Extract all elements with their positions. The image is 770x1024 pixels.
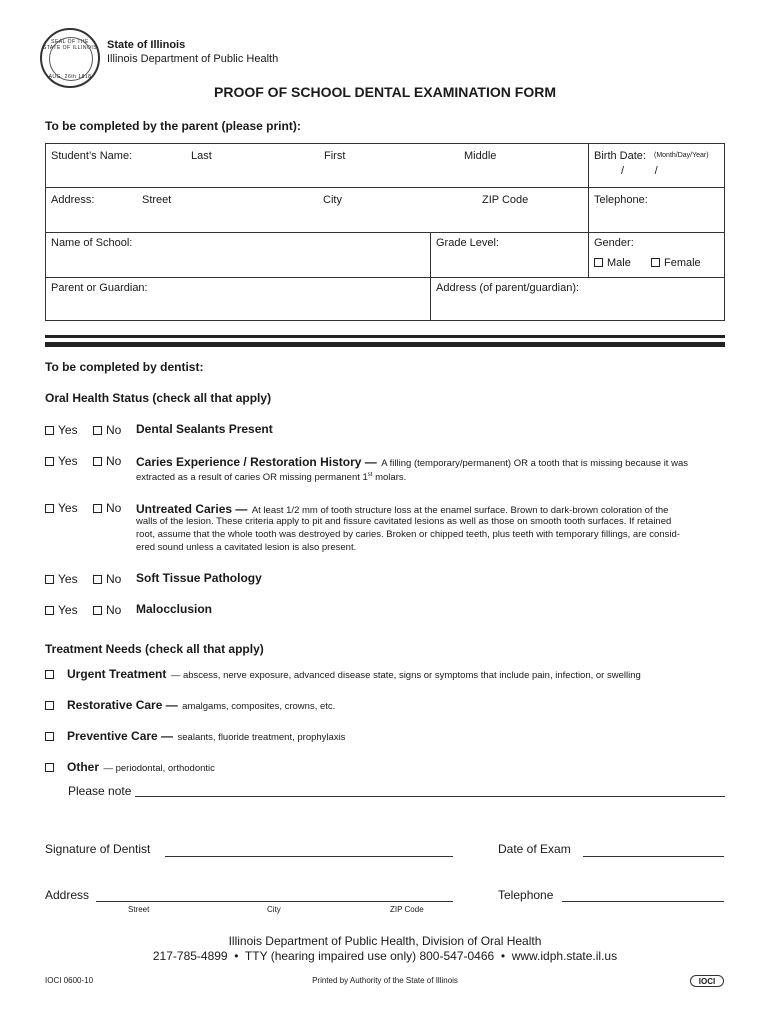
caries-exp-no-option[interactable]: No (93, 454, 121, 468)
untreated-line2: walls of the lesion. These criteria apply to pit and fissure cavitated lesions as well as those on smooth tooth surfaces. If retained (136, 516, 672, 527)
footer-division: Illinois Department of Public Health, Division of Oral Health (228, 934, 542, 948)
soft-tissue-no-option[interactable]: No (93, 572, 121, 586)
birth-date-slashes: / / (621, 165, 658, 177)
date-of-exam-label: Date of Exam (498, 842, 571, 856)
students-name-label: Student’s Name: (51, 150, 133, 162)
malocclusion-no-checkbox[interactable] (93, 606, 102, 615)
please-note-label: Please note (68, 784, 132, 798)
caries-exp-no-checkbox[interactable] (93, 457, 102, 466)
other-treatment-checkbox[interactable] (45, 763, 54, 772)
dentist-telephone-label: Telephone (498, 888, 554, 902)
caries-exp-line1: Caries Experience / Restoration History — A filling (temporary/permanent) OR a tooth that is missing because it was (136, 455, 688, 469)
preventive-care-checkbox[interactable] (45, 732, 54, 741)
untreated-yes-option[interactable]: Yes (45, 501, 78, 515)
sealants-no-checkbox[interactable] (93, 426, 102, 435)
urgent-treatment-checkbox[interactable] (45, 670, 54, 679)
street-label[interactable]: Street (142, 194, 172, 206)
sealants-title: Dental Sealants Present (136, 422, 273, 436)
dentist-city-label: City (267, 905, 281, 914)
seal-dates: AUG. 26th 1818 (48, 74, 92, 80)
caries-exp-line2: extracted as a result of caries OR missing permanent 1st molars. (136, 472, 407, 484)
untreated-line4: ered sound unless a cavitated lesion is also present. (136, 542, 357, 553)
sealants-yes-option[interactable]: Yes (45, 423, 78, 437)
dentist-street-label: Street (128, 905, 150, 914)
city-label[interactable]: City (323, 194, 342, 206)
other-treatment-row[interactable]: Other — periodontal, orthodontic (45, 758, 215, 776)
guardian-label[interactable]: Parent or Guardian: (51, 282, 148, 294)
malocclusion-no-option[interactable]: No (93, 603, 121, 617)
signature-line[interactable] (165, 856, 453, 857)
seal-label: SEAL OF THE STATE OF ILLINOIS (42, 39, 98, 51)
untreated-no-option[interactable]: No (93, 501, 121, 515)
malocclusion-yes-option[interactable]: Yes (45, 603, 78, 617)
male-checkbox[interactable] (594, 258, 603, 267)
state-seal-icon (40, 28, 100, 88)
zip-label[interactable]: ZIP Code (482, 194, 529, 206)
soft-tissue-no-checkbox[interactable] (93, 575, 102, 584)
grade-level-label[interactable]: Grade Level: (436, 237, 499, 249)
telephone-label[interactable]: Telephone: (594, 194, 648, 206)
middle-name-label[interactable]: Middle (464, 150, 497, 162)
soft-tissue-yes-option[interactable]: Yes (45, 572, 78, 586)
ioci-logo-icon: IOCI (690, 975, 724, 987)
sealants-no-option[interactable]: No (93, 423, 121, 437)
female-checkbox[interactable] (651, 258, 660, 267)
soft-tissue-title: Soft Tissue Pathology (136, 571, 262, 585)
treatment-needs-heading: Treatment Needs (check all that apply) (45, 642, 264, 656)
form-title: PROOF OF SCHOOL DENTAL EXAMINATION FORM (214, 84, 556, 100)
agency-department: Illinois Department of Public Health (107, 53, 279, 65)
footer-contact: 217-785-4899 • TTY (hearing impaired use only) 800-547-0466 • www.idph.state.il.us (152, 949, 618, 963)
last-name-label[interactable]: Last (191, 150, 212, 162)
dentist-section-heading: To be completed by dentist: (45, 360, 204, 374)
gender-female-option[interactable]: Female (651, 257, 701, 269)
untreated-line1: Untreated Caries — At least 1/2 mm of tooth structure loss at the enamel surface. Brown to dark-brown coloration of the (136, 502, 669, 516)
soft-tissue-yes-checkbox[interactable] (45, 575, 54, 584)
dentist-telephone-line[interactable] (562, 901, 724, 902)
restorative-care-row[interactable]: Restorative Care — amalgams, composites, crowns, etc. (45, 696, 335, 714)
dentist-address-label: Address (45, 888, 90, 902)
form-number: IOCI 0600-10 (45, 976, 94, 985)
birth-date-label[interactable]: Birth Date: (594, 150, 646, 162)
caries-exp-yes-checkbox[interactable] (45, 457, 54, 466)
please-note-line[interactable] (135, 796, 725, 797)
sealants-yes-checkbox[interactable] (45, 426, 54, 435)
parent-info-grid (45, 143, 725, 321)
restorative-care-checkbox[interactable] (45, 701, 54, 710)
oral-health-heading: Oral Health Status (check all that apply) (45, 391, 272, 405)
divider-thin (45, 335, 725, 338)
first-name-label[interactable]: First (324, 150, 346, 162)
guardian-address-label[interactable]: Address (of parent/guardian): (436, 282, 580, 294)
untreated-line3: root, assume that the whole tooth was destroyed by caries. Broken or chipped teeth, plus teeth with temporary fillings, are consid- (136, 529, 680, 540)
caries-exp-yes-option[interactable]: Yes (45, 454, 78, 468)
divider-thick (45, 342, 725, 347)
date-of-exam-line[interactable] (583, 856, 724, 857)
dentist-address-line[interactable] (96, 901, 453, 902)
malocclusion-title: Malocclusion (136, 602, 213, 616)
address-label: Address: (51, 194, 95, 206)
printed-by: Printed by Authority of the State of Illinois (312, 976, 458, 985)
signature-label: Signature of Dentist (45, 842, 151, 856)
preventive-care-row[interactable]: Preventive Care — sealants, fluoride treatment, prophylaxis (45, 727, 345, 745)
dentist-zip-label: ZIP Code (390, 905, 424, 914)
gender-label: Gender: (594, 237, 634, 249)
malocclusion-yes-checkbox[interactable] (45, 606, 54, 615)
untreated-yes-checkbox[interactable] (45, 504, 54, 513)
birth-date-format: (Month/Day/Year) (654, 152, 709, 159)
gender-male-option[interactable]: Male (594, 257, 631, 269)
untreated-no-checkbox[interactable] (93, 504, 102, 513)
parent-section-heading: To be completed by the parent (please print): (45, 119, 301, 133)
school-name-label[interactable]: Name of School: (51, 237, 133, 249)
agency-state: State of Illinois (107, 39, 186, 51)
urgent-treatment-row[interactable]: Urgent Treatment — abscess, nerve exposure, advanced disease state, signs or symptoms that include pain, infection, or swelling (45, 665, 641, 683)
